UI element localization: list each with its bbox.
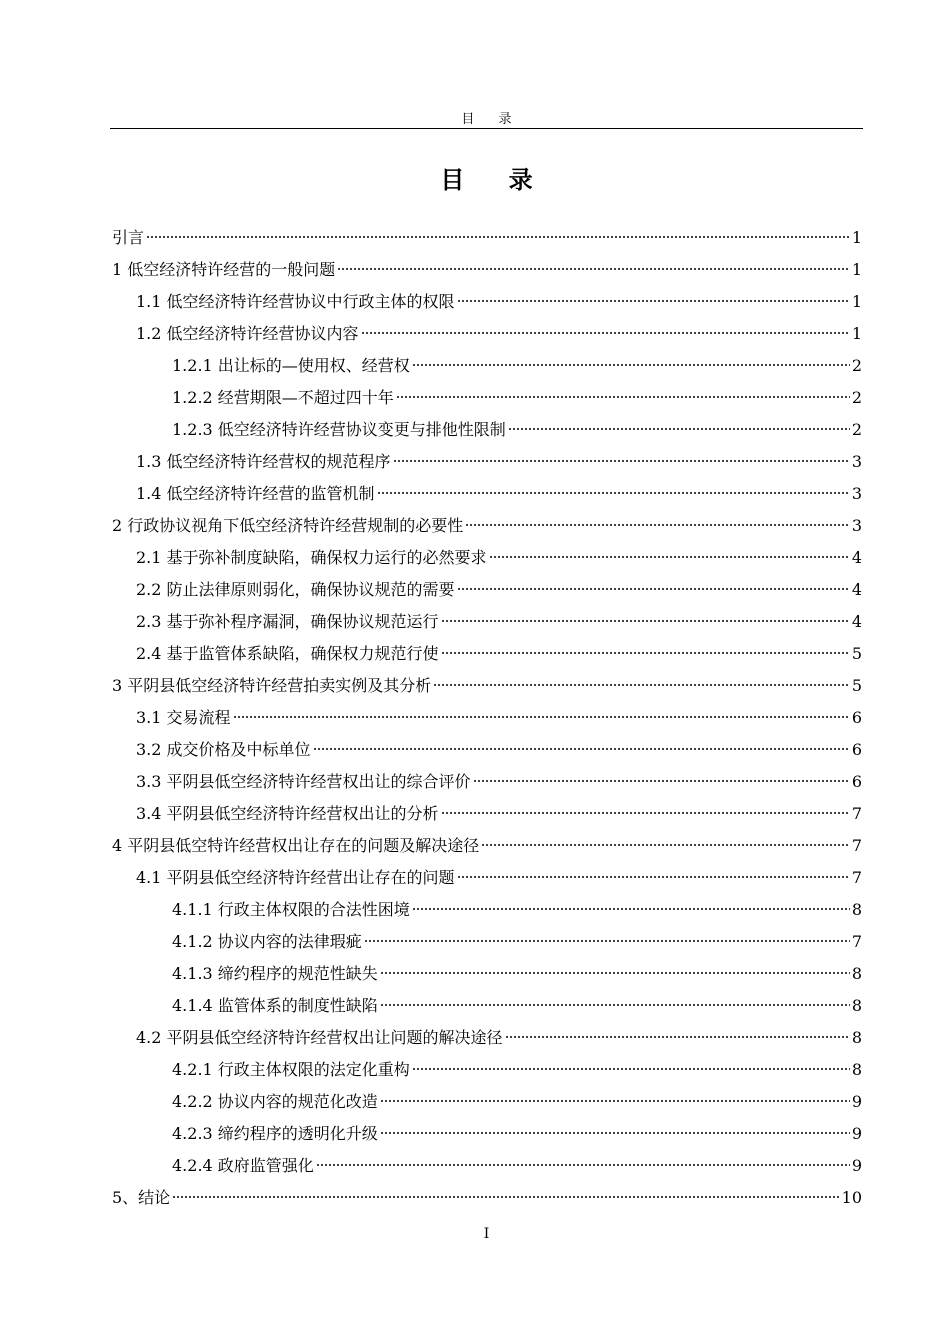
header-divider	[110, 128, 863, 129]
toc-dot-leader	[337, 267, 850, 271]
toc-entry[interactable]	[112, 1118, 862, 1150]
toc-entry-page: 2	[851, 356, 862, 375]
toc-entry-page: 6	[851, 772, 862, 791]
toc-entry-page: 8	[851, 996, 862, 1015]
toc-entry-label: 1.2.3 低空经济特许经营协议变更与排他性限制	[172, 420, 506, 439]
toc-entry[interactable]	[112, 478, 862, 510]
toc-dot-leader	[505, 1035, 850, 1039]
toc-entry[interactable]	[112, 862, 862, 894]
toc-entry-label: 3.3 平阴县低空经济特许经营权出让的综合评价	[136, 772, 471, 791]
toc-dot-leader	[316, 1163, 850, 1167]
toc-entry[interactable]	[112, 766, 862, 798]
toc-entry-page: 8	[851, 900, 862, 919]
toc-entry[interactable]	[112, 574, 862, 606]
toc-entry[interactable]	[112, 670, 862, 702]
page-number: I	[483, 1226, 490, 1242]
toc-entry[interactable]	[112, 382, 862, 414]
toc-dot-leader	[457, 587, 850, 591]
toc-entry[interactable]	[112, 638, 862, 670]
toc-entry-label: 4.2.1 行政主体权限的法定化重构	[172, 1060, 410, 1079]
toc-entry-page: 4	[851, 612, 862, 631]
toc-dot-leader	[481, 843, 850, 847]
toc-entry-label: 引言	[112, 228, 145, 247]
toc-entry-label: 2 行政协议视角下低空经济特许经营规制的必要性	[112, 516, 464, 535]
toc-entry-label: 5、结论	[112, 1188, 171, 1207]
toc-entry[interactable]	[112, 798, 862, 830]
toc-entry-label: 1.2.2 经营期限—不超过四十年	[172, 388, 394, 407]
toc-dot-leader	[465, 523, 850, 527]
toc-dot-leader	[412, 907, 850, 911]
toc-entry-page: 7	[851, 868, 862, 887]
toc-dot-leader	[441, 619, 850, 623]
toc-entry-page: 5	[851, 676, 862, 695]
toc-entry-label: 4 平阴县低空特许经营权出让存在的问题及解决途径	[112, 836, 480, 855]
toc-entry-page: 10	[841, 1188, 862, 1207]
toc-entry-label: 2.4 基于监管体系缺陷，确保权力规范行使	[136, 644, 439, 663]
toc-entry-label: 1 低空经济特许经营的一般问题	[112, 260, 336, 279]
toc-entry-page: 9	[851, 1124, 862, 1143]
toc-entry[interactable]	[112, 990, 862, 1022]
toc-entry-page: 9	[851, 1092, 862, 1111]
toc-entry-page: 8	[851, 1060, 862, 1079]
toc-entry-label: 2.1 基于弥补制度缺陷，确保权力运行的必然要求	[136, 548, 487, 567]
toc-dot-leader	[361, 331, 850, 335]
toc-entry[interactable]	[112, 510, 862, 542]
toc-entry-page: 6	[851, 740, 862, 759]
toc-entry-label: 4.2.4 政府监管强化	[172, 1156, 314, 1175]
toc-entry-label: 4.1.4 监管体系的制度性缺陷	[172, 996, 378, 1015]
toc-entry[interactable]	[112, 414, 862, 446]
toc-dot-leader	[412, 363, 850, 367]
toc-entry[interactable]	[112, 1054, 862, 1086]
toc-entry-label: 4.2 平阴县低空经济特许经营权出让问题的解决途径	[136, 1028, 503, 1047]
running-header: 目 录	[461, 112, 522, 127]
toc-entry-page: 3	[851, 484, 862, 503]
toc-entry-label: 3.1 交易流程	[136, 708, 231, 727]
toc-entry-label: 1.3 低空经济特许经营权的规范程序	[136, 452, 391, 471]
toc-entry-page: 8	[851, 1028, 862, 1047]
toc-entry-page: 4	[851, 548, 862, 567]
toc-entry-label: 4.1.3 缔约程序的规范性缺失	[172, 964, 378, 983]
toc-dot-leader	[380, 1131, 850, 1135]
toc-entry-page: 7	[851, 932, 862, 951]
toc-entry-label: 1.2.1 出让标的—使用权、经营权	[172, 356, 410, 375]
toc-dot-leader	[380, 971, 850, 975]
toc-dot-leader	[146, 235, 850, 239]
toc-entry[interactable]	[112, 1182, 862, 1214]
toc-entry[interactable]	[112, 542, 862, 574]
toc-entry[interactable]	[112, 350, 862, 382]
toc-entry-page: 4	[851, 580, 862, 599]
toc-dot-leader	[473, 779, 850, 783]
toc-entry-page: 3	[851, 516, 862, 535]
toc-entry[interactable]	[112, 254, 862, 286]
toc-entry-label: 2.3 基于弥补程序漏洞，确保协议规范运行	[136, 612, 439, 631]
toc-dot-leader	[393, 459, 850, 463]
toc-entry-page: 1	[851, 228, 862, 247]
toc-dot-leader	[313, 747, 850, 751]
toc-entry-label: 1.2 低空经济特许经营协议内容	[136, 324, 359, 343]
toc-entry-page: 5	[851, 644, 862, 663]
toc-entry-page: 6	[851, 708, 862, 727]
toc-entry-label: 3 平阴县低空经济特许经营拍卖实例及其分析	[112, 676, 432, 695]
toc-entry-page: 1	[851, 324, 862, 343]
toc-dot-leader	[380, 1099, 850, 1103]
page-title: 目 录	[440, 166, 551, 194]
toc-dot-leader	[489, 555, 850, 559]
toc-entry[interactable]	[112, 702, 862, 734]
toc-entry-label: 4.2.2 协议内容的规范化改造	[172, 1092, 378, 1111]
toc-entry[interactable]	[112, 926, 862, 958]
toc-entry[interactable]	[112, 222, 862, 254]
toc-entry-page: 8	[851, 964, 862, 983]
toc-entry-label: 4.2.3 缔约程序的透明化升级	[172, 1124, 378, 1143]
toc-entry-label: 2.2 防止法律原则弱化，确保协议规范的需要	[136, 580, 455, 599]
toc-entry[interactable]	[112, 958, 862, 990]
toc-entry[interactable]	[112, 606, 862, 638]
toc-dot-leader	[233, 715, 850, 719]
toc-dot-leader	[396, 395, 850, 399]
toc-dot-leader	[412, 1067, 850, 1071]
toc-entry-page: 9	[851, 1156, 862, 1175]
toc-entry[interactable]	[112, 734, 862, 766]
toc-dot-leader	[457, 299, 850, 303]
toc-entry-label: 3.2 成交价格及中标单位	[136, 740, 311, 759]
toc-entry[interactable]	[112, 1150, 862, 1182]
toc-dot-leader	[172, 1195, 839, 1199]
toc-dot-leader	[441, 811, 850, 815]
toc-entry-label: 4.1.2 协议内容的法律瑕疵	[172, 932, 362, 951]
toc-entry-label: 1.4 低空经济特许经营的监管机制	[136, 484, 375, 503]
table-of-contents	[112, 222, 862, 1214]
toc-dot-leader	[380, 1003, 850, 1007]
toc-dot-leader	[364, 939, 850, 943]
toc-entry[interactable]	[112, 1022, 862, 1054]
toc-entry[interactable]	[112, 286, 862, 318]
toc-dot-leader	[433, 683, 850, 687]
toc-entry-page: 3	[851, 452, 862, 471]
toc-entry-page: 1	[851, 260, 862, 279]
toc-entry-label: 3.4 平阴县低空经济特许经营权出让的分析	[136, 804, 439, 823]
toc-entry[interactable]	[112, 1086, 862, 1118]
toc-entry-page: 7	[851, 804, 862, 823]
toc-entry[interactable]	[112, 894, 862, 926]
toc-dot-leader	[441, 651, 850, 655]
toc-dot-leader	[457, 875, 850, 879]
toc-entry-label: 4.1.1 行政主体权限的合法性困境	[172, 900, 410, 919]
toc-dot-leader	[377, 491, 850, 495]
toc-entry[interactable]	[112, 318, 862, 350]
toc-entry-page: 2	[851, 420, 862, 439]
toc-entry-label: 4.1 平阴县低空经济特许经营出让存在的问题	[136, 868, 455, 887]
toc-entry-label: 1.1 低空经济特许经营协议中行政主体的权限	[136, 292, 455, 311]
toc-entry[interactable]	[112, 830, 862, 862]
toc-entry[interactable]	[112, 446, 862, 478]
toc-entry-page: 1	[851, 292, 862, 311]
toc-entry-page: 7	[851, 836, 862, 855]
toc-dot-leader	[508, 427, 850, 431]
toc-entry-page: 2	[851, 388, 862, 407]
